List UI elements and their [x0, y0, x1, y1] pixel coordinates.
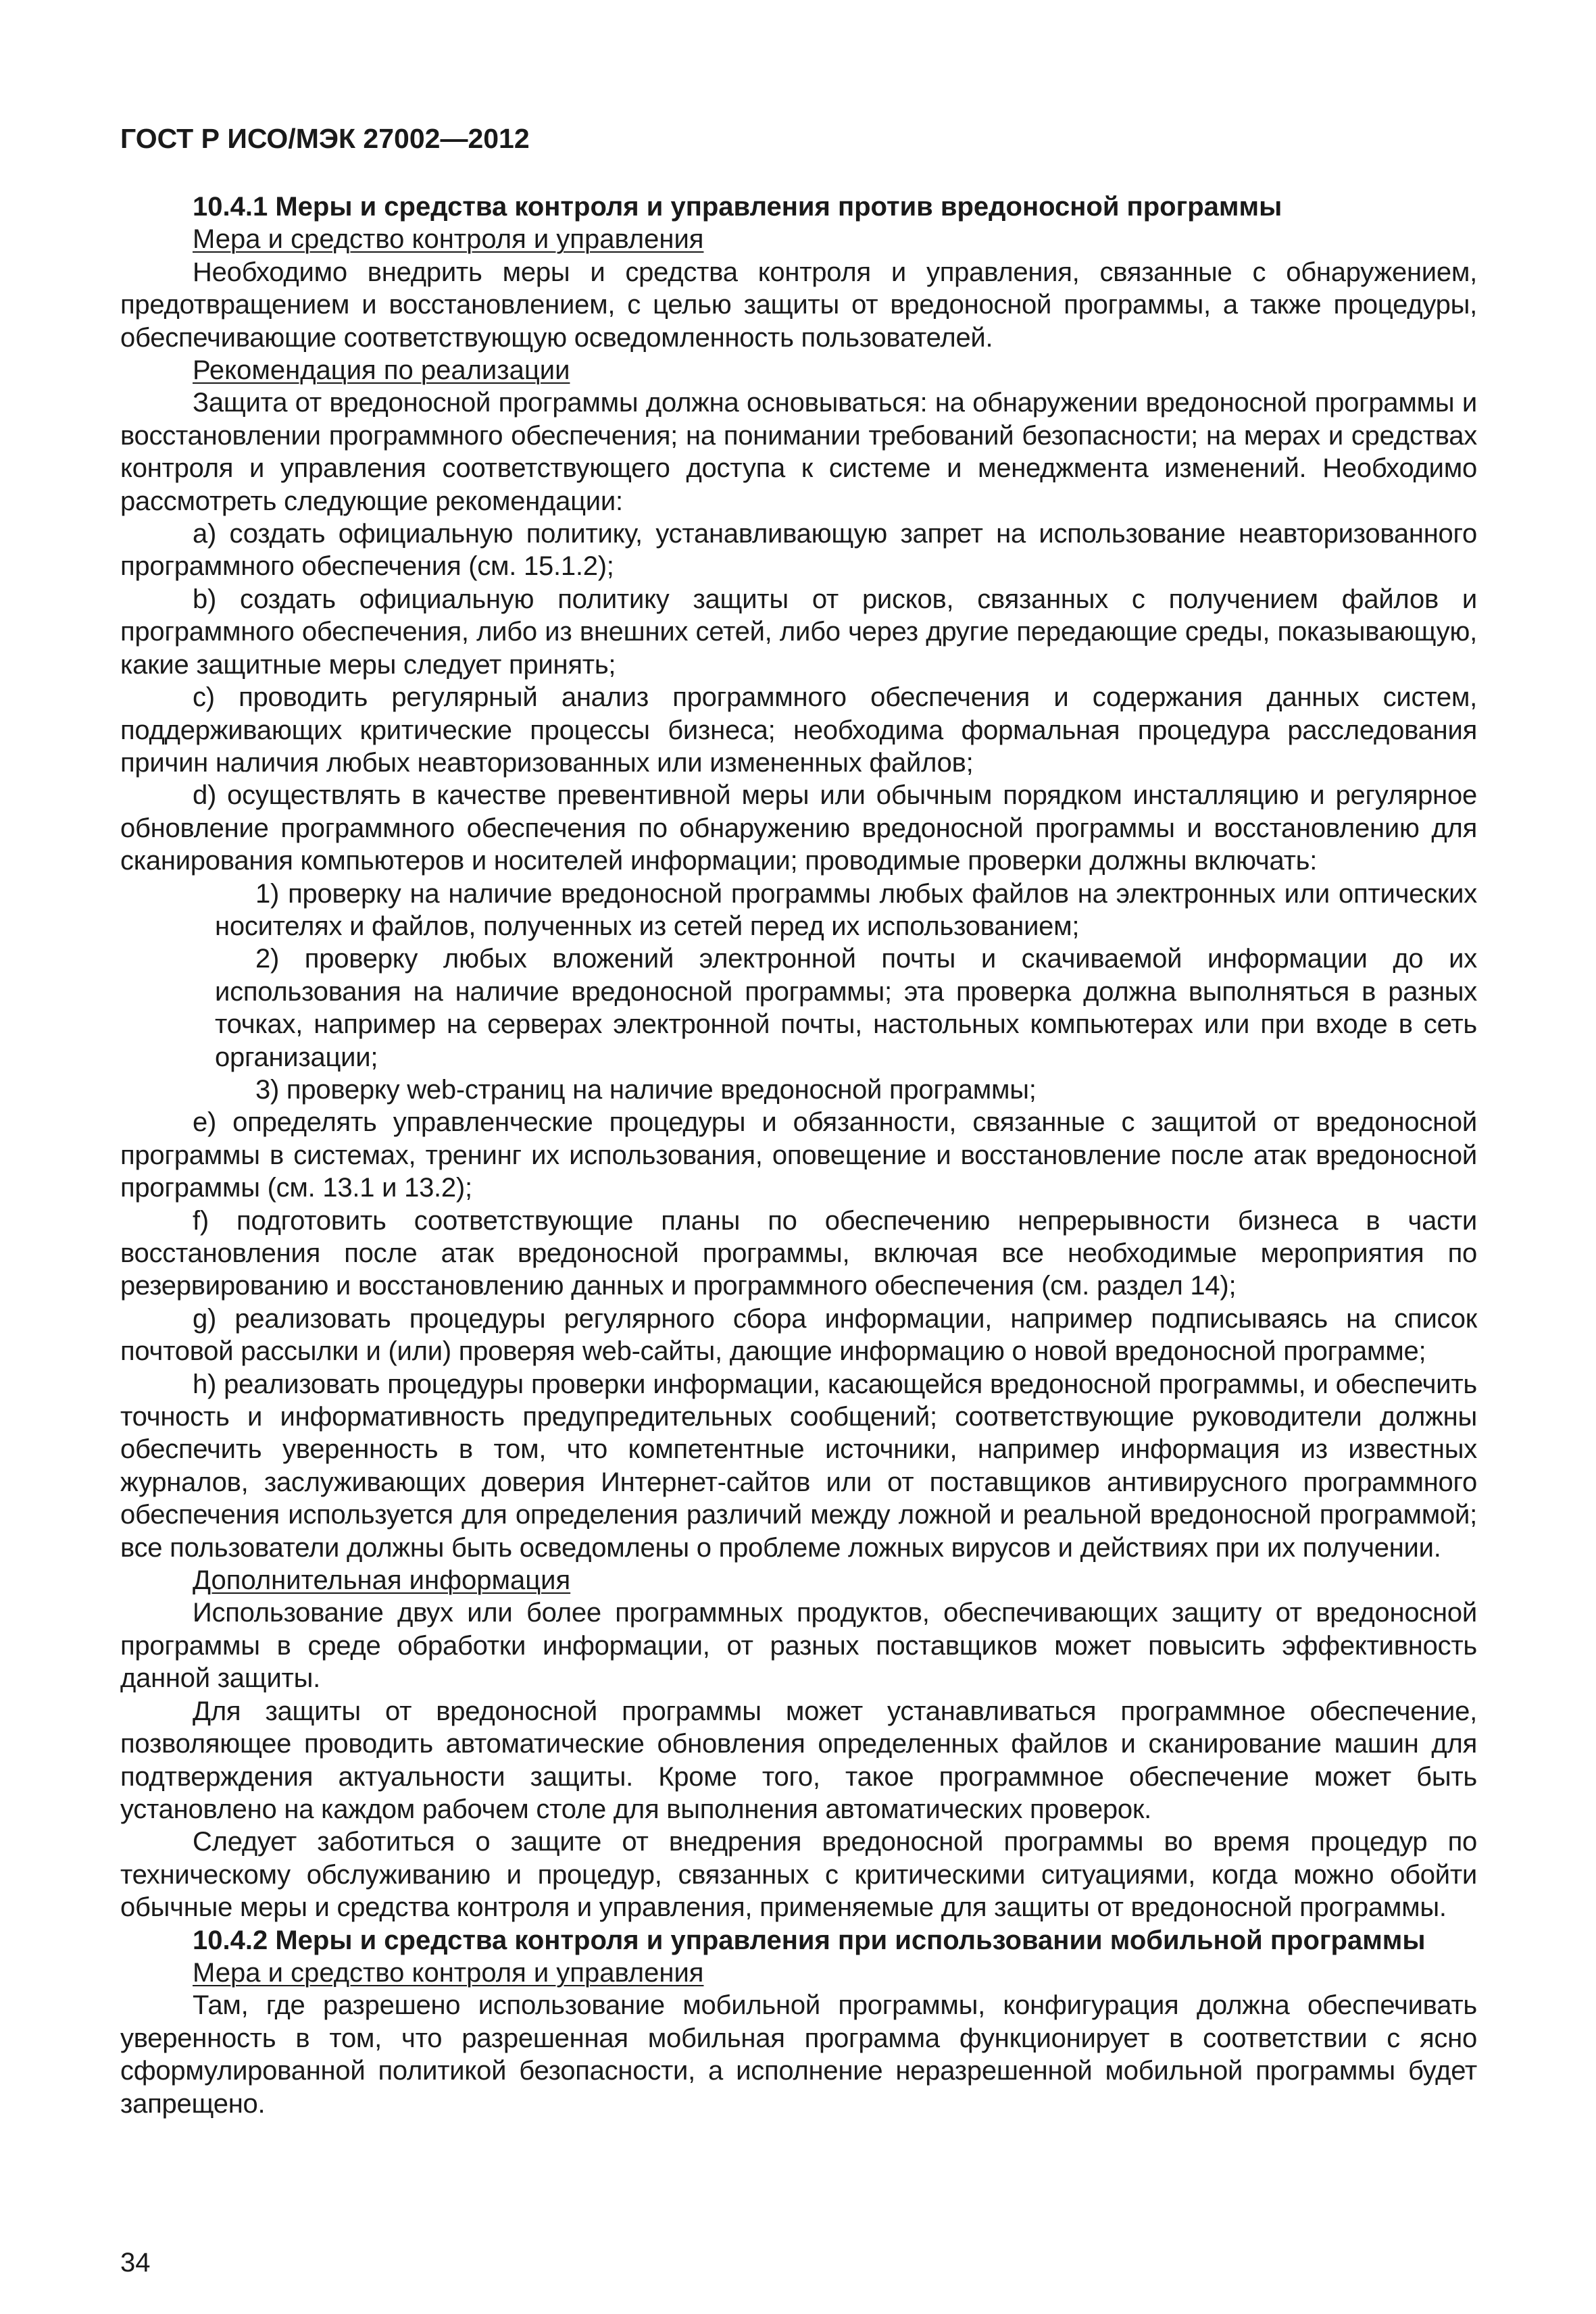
section-heading-10-4-1: 10.4.1 Меры и средства контроля и управления против вредоносной программы — [193, 192, 1282, 222]
list-subitem-d1: 1) проверку на наличие вредоносной программы любых файлов на электронных или оптических носителях и файлов, полученных из сетей перед их использованием; — [215, 878, 1477, 941]
control-label: Мера и средство контроля и управления — [193, 224, 704, 255]
additional-info-paragraph-2: Для защиты от вредоносной программы может устанавливаться программное обеспечение, позволяющее проводить автоматические обновления определенных файлов и сканирование машин для подтверждения актуальности защиты. Кроме того, такое программное обеспечение может быть установлено на каждом рабочем столе для выполнения автоматических проверок. — [120, 1696, 1477, 1824]
additional-info-paragraph-1: Использование двух или более программных продуктов, обеспечивающих защиту от вредоносной программы в среде обработки информации, от разных поставщиков может повысить эффективность данной защиты. — [120, 1598, 1477, 1694]
list-item-h: h) реализовать процедуры проверки информации, касающейся вредоносной программы, и обеспечить точность и информативность предупредительных сообщений; соответствующие руководители должны обеспечить уверенность в том, что компетентные источники, например информация из известных журналов, заслуживающих доверия Интернет-сайтов или от поставщиков антивирусного программного обеспечения используется для определения различий между ложной и реальной вредоносной программой; все пользователи должны быть осведомлены о проблеме ложных вирусов и действиях при их получении. — [120, 1369, 1477, 1563]
list-item-c: c) проводить регулярный анализ программного обеспечения и содержания данных систем, поддерживающих критические процессы бизнеса; необходима формальная процедура расследования причин наличия любых неавторизованных или измененных файлов; — [120, 682, 1477, 778]
page-number: 34 — [120, 2248, 151, 2278]
list-item-a: a) создать официальную политику, устанавливающую запрет на использование неавторизованного программного обеспечения (см. 15.1.2); — [120, 519, 1477, 582]
list-item-g: g) реализовать процедуры регулярного сбора информации, например подписываясь на список почтовой рассылки и (или) проверяя web-сайты, дающие информацию о новой вредоносной программе; — [120, 1303, 1477, 1367]
list-item-b: b) создать официальную политику защиты от рисков, связанных с получением файлов и программного обеспечения, либо из внешних сетей, либо через другие передающие среды, показывающую, какие защитные меры следует принять; — [120, 584, 1477, 680]
list-item-d: d) осуществлять в качестве превентивной меры или обычным порядком инсталляцию и регулярное обновление программного обеспечения по обнаружению вредоносной программы и восстановлению для сканирования компьютеров и носителей информации; проводимые проверки должны включать: — [120, 780, 1477, 876]
control-label-2: Мера и средство контроля и управления — [193, 1957, 704, 1988]
implementation-label: Рекомендация по реализации — [193, 355, 570, 386]
additional-info-label: Дополнительная информация — [193, 1565, 571, 1596]
list-subitem-d3: 3) проверку web-страниц на наличие вредоносной программы; — [255, 1074, 1037, 1105]
list-subitem-d2: 2) проверку любых вложений электронной почты и скачиваемой информации до их использования на наличие вредоносной программы; эта проверка должна выполняться в разных точках, например на серверах электронной почты, настольных компьютерах или при входе в сеть организации; — [215, 944, 1477, 1072]
document-code: ГОСТ Р ИСО/МЭК 27002—2012 — [120, 123, 530, 154]
document-page — [120, 122, 1477, 2120]
section-heading-10-4-2: 10.4.2 Меры и средства контроля и управления при использовании мобильной программы — [193, 1925, 1426, 1955]
list-item-e: e) определять управленческие процедуры и обязанности, связанные с защитой от вредоносной программы в системах, тренинг их использования, оповещение и восстановление после атак вредоносной программы (см. 13.1 и 13.2); — [120, 1107, 1477, 1203]
list-item-f: f) подготовить соответствующие планы по обеспечению непрерывности бизнеса в части восстановления после атак вредоносной программы, включая все необходимые мероприятия по резервированию и восстановлению данных и программного обеспечения (см. раздел 14); — [120, 1205, 1477, 1301]
control-paragraph-2: Там, где разрешено использование мобильной программы, конфигурация должна обеспечивать уверенность в том, что разрешенная мобильная программа функционирует в соответствии с ясно сформулированной политикой безопасности, а исполнение неразрешенной мобильной программы будет запрещено. — [120, 1990, 1477, 2119]
implementation-paragraph: Защита от вредоносной программы должна основываться: на обнаружении вредоносной программы и восстановлении программного обеспечения; на понимании требований безопасности; на мерах и средствах контроля и управления соответствующего доступа к системе и менеджмента изменений. Необходимо рассмотреть следующие рекомендации: — [120, 388, 1477, 516]
additional-info-paragraph-3: Следует заботиться о защите от внедрения вредоносной программы во время процедур по техническому обслуживанию и процедур, связанных с критическими ситуациями, когда можно обойти обычные меры и средства контроля и управления, применяемые для защиты от вредоносной программы. — [120, 1827, 1477, 1923]
control-paragraph: Необходимо внедрить меры и средства контроля и управления, связанные с обнаружением, предотвращением и восстановлением, с целью защиты от вредоносной программы, а также процедуры, обеспечивающие соответствующую осведомленность пользователей. — [120, 257, 1477, 353]
